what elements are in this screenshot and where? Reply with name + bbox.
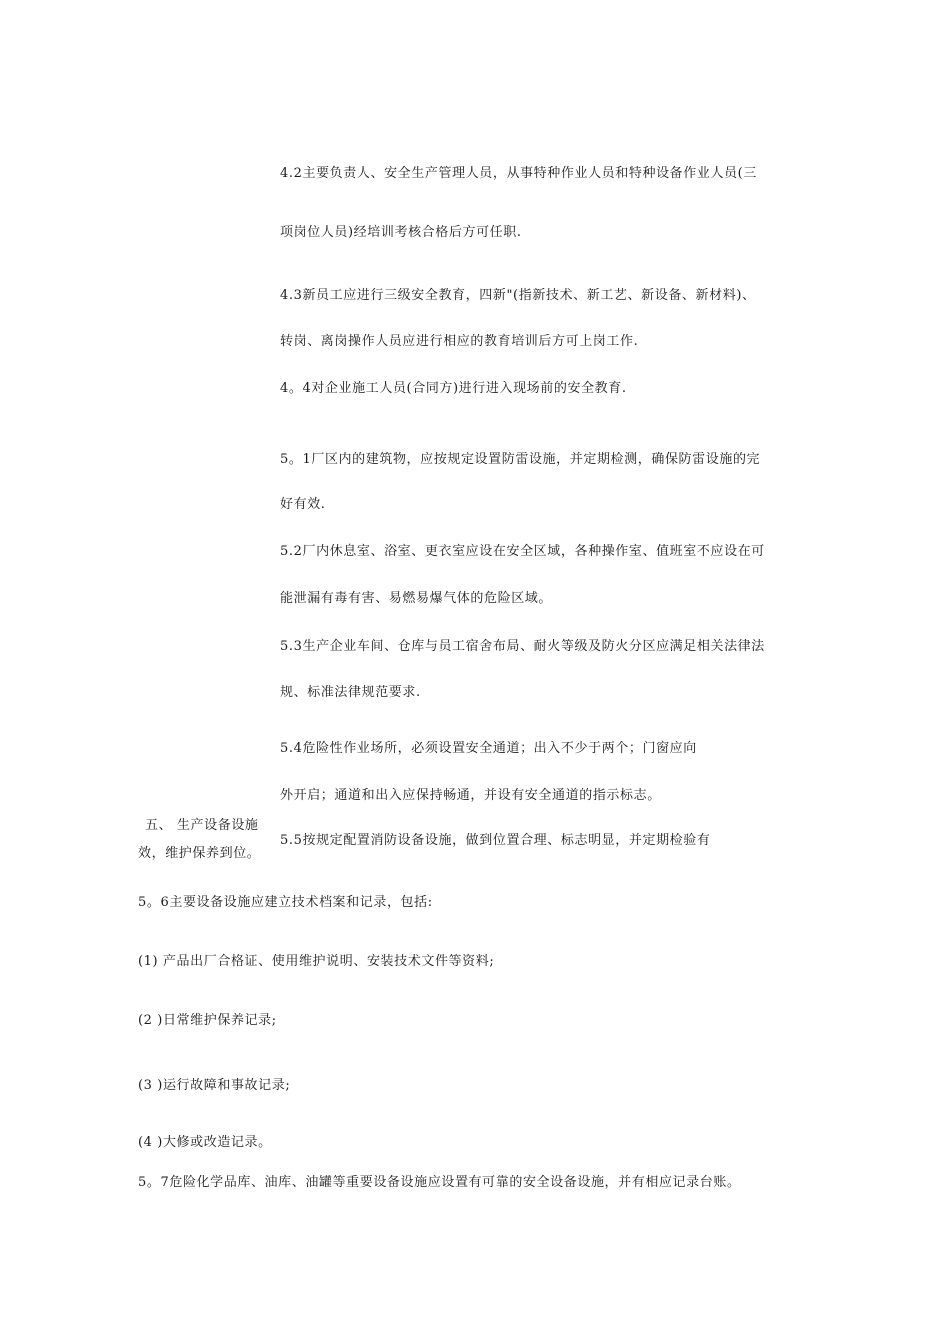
paragraph-line: 4.2主要负责人、安全生产管理人员，从事特种作业人员和特种设备作业人员(三: [280, 166, 757, 181]
paragraph-line: 4.3新员工应进行三级安全教育，四新"(指新技术、新工艺、新设备、新材料)、: [280, 288, 756, 303]
list-item: (1) 产品出厂合格证、使用维护说明、安装技术文件等资料;: [138, 954, 495, 969]
paragraph-line: 5.2厂内休息室、浴室、更衣室应设在安全区域，各种操作室、值班室不应设在可: [280, 544, 765, 559]
paragraph-line: 规、标准法律规范要求.: [280, 685, 421, 700]
paragraph-line: 项岗位人员)经培训考核合格后方可任职.: [280, 225, 522, 240]
paragraph-line: 5.4危险性作业场所，必须设置安全通道；出入不少于两个；门窗应向: [280, 741, 697, 756]
section-heading-continuation: 效，维护保养到位。: [138, 846, 261, 861]
section-heading: 五、 生产设备设施: [145, 818, 259, 833]
paragraph-line: 5.5按规定配置消防设备设施，做到位置合理、标志明显，并定期检验有: [280, 833, 711, 848]
list-item: (4 )大修或改造记录。: [138, 1135, 272, 1150]
paragraph-line: 5。7危险化学品库、油库、油罐等重要设备设施应设置有可靠的安全设备设施，并有相应记录台账。: [138, 1175, 741, 1190]
paragraph-line: 转岗、离岗操作人员应进行相应的教育培训后方可上岗工作.: [280, 334, 639, 349]
paragraph-line: 5。1厂区内的建筑物，应按规定设置防雷设施，并定期检测，确保防雷设施的完: [280, 452, 761, 467]
paragraph-line: 5。6主要设备设施应建立技术档案和记录，包括:: [138, 895, 433, 910]
paragraph-line: 4。4对企业施工人员(合同方)进行进入现场前的安全教育.: [280, 381, 627, 396]
paragraph-line: 能泄漏有毒有害、易燃易爆气体的危险区域。: [280, 591, 553, 606]
paragraph-line: 外开启；通道和出入应保持畅通，并设有安全通道的指示标志。: [280, 788, 661, 803]
list-item: (3 )运行故障和事故记录;: [138, 1078, 291, 1093]
paragraph-line: 5.3生产企业车间、仓库与员工宿舍布局、耐火等级及防火分区应满足相关法律法: [280, 639, 765, 654]
paragraph-line: 好有效.: [280, 497, 326, 512]
list-item: (2 )日常维护保养记录;: [138, 1013, 277, 1028]
